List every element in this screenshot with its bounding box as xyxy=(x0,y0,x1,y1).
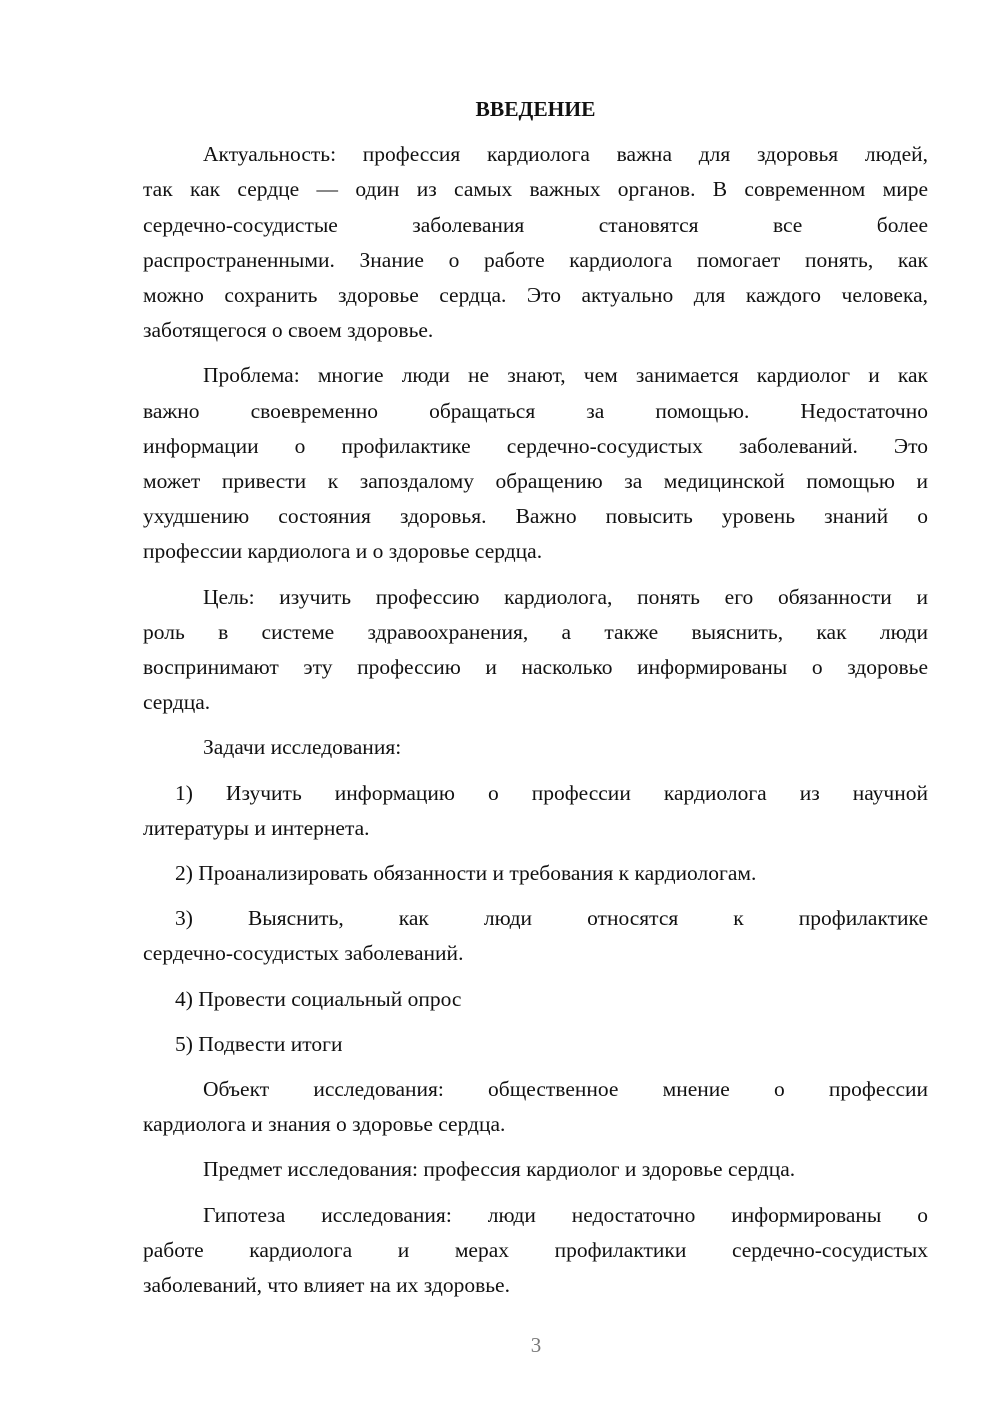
text-line: Актуальность: профессия кардиолога важна для здоровья людей, xyxy=(203,142,928,167)
list-item xyxy=(143,1027,928,1062)
text-line: 2) Проанализировать обязанности и требования к кардиологам. xyxy=(175,861,757,886)
paragraph xyxy=(143,1072,928,1142)
text-line: сердечно-сосудистые заболевания становятся все более xyxy=(143,212,928,237)
text-line: 4) Провести социальный опрос xyxy=(175,986,462,1011)
paragraph xyxy=(143,730,928,765)
list-item xyxy=(143,982,928,1017)
paragraph xyxy=(143,137,928,348)
text-line: сердечно-сосудистых заболеваний. xyxy=(143,941,464,966)
document-body xyxy=(143,137,928,1303)
text-line: роль в системе здравоохранения, а также выяснить, как люди xyxy=(143,619,928,644)
text-line: важно своевременно обращаться за помощью. Недостаточно xyxy=(143,398,928,423)
text-line: профессии кардиолога и о здоровье сердца. xyxy=(143,539,543,564)
text-line: распространенными. Знание о работе кардиолога помогает понять, как xyxy=(143,247,928,272)
text-line: сердца. xyxy=(143,690,211,715)
paragraph xyxy=(143,1198,928,1304)
text-line: информации о профилактике сердечно-сосудистых заболеваний. Это xyxy=(143,433,928,458)
text-line: Цель: изучить профессию кардиолога, понять его обязанности и xyxy=(203,584,928,609)
section-title: ВВЕДЕНИЕ xyxy=(475,97,596,121)
text-line: Задачи исследования: xyxy=(203,735,402,760)
text-line: заболеваний, что влияет на их здоровье. xyxy=(143,1273,510,1298)
text-line: кардиолога и знания о здоровье сердца. xyxy=(143,1112,506,1137)
document-page xyxy=(143,92,928,1313)
text-line: можно сохранить здоровье сердца. Это актуально для каждого человека, xyxy=(143,283,928,308)
text-line: 1) Изучить информацию о профессии кардиолога из научной xyxy=(175,780,928,805)
list-item xyxy=(143,776,928,846)
text-line: может привести к запоздалому обращению за медицинской помощью и xyxy=(143,469,928,494)
text-line: 3) Выяснить, как люди относятся к профилактике xyxy=(175,906,928,931)
text-line: Предмет исследования: профессия кардиолог и здоровье сердца. xyxy=(203,1157,796,1182)
text-line: Гипотеза исследования: люди недостаточно информированы о xyxy=(203,1202,928,1227)
text-line: воспринимают эту профессию и насколько информированы о здоровье xyxy=(143,655,928,680)
paragraph xyxy=(143,358,928,569)
paragraph xyxy=(143,1152,928,1187)
page-number: 3 xyxy=(530,1333,542,1357)
list-item xyxy=(143,856,928,891)
list-item xyxy=(143,901,928,971)
paragraph xyxy=(143,580,928,721)
text-line: Объект исследования: общественное мнение о профессии xyxy=(203,1077,928,1102)
text-line: литературы и интернета. xyxy=(143,815,370,840)
text-line: заботящегося о своем здоровье. xyxy=(143,318,434,343)
text-line: так как сердце — один из самых важных органов. В современном мире xyxy=(143,177,928,202)
text-line: Проблема: многие люди не знают, чем занимается кардиолог и как xyxy=(203,363,928,388)
text-line: 5) Подвести итоги xyxy=(175,1031,343,1056)
text-line: ухудшению состояния здоровья. Важно повысить уровень знаний о xyxy=(143,504,928,529)
text-line: работе кардиолога и мерах профилактики сердечно-сосудистых xyxy=(143,1237,928,1262)
